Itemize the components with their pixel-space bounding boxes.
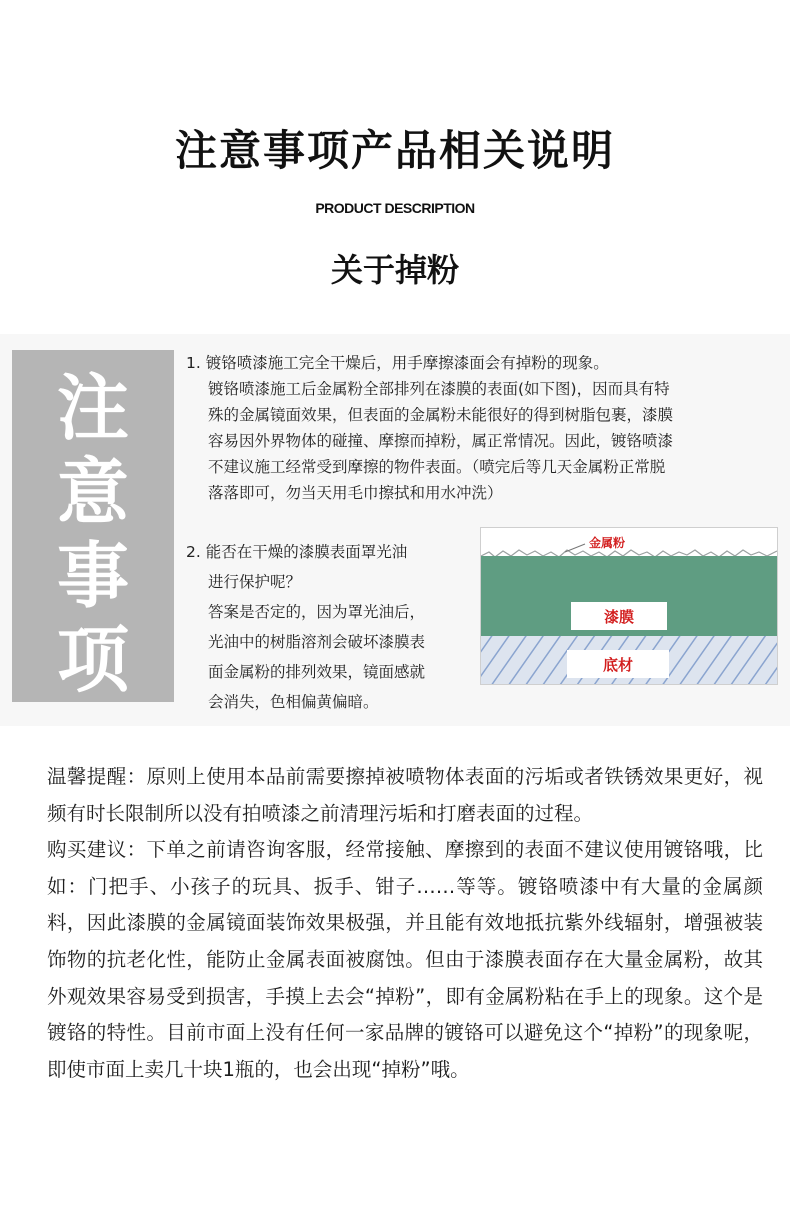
paint-film-label: 漆膜: [603, 608, 635, 626]
side-char: 意: [56, 450, 129, 534]
notice-line: 面金属粉的排列效果，镜面感就: [208, 663, 426, 681]
notice-line: 落落即可，勿当天用毛巾擦拭和用水冲洗）: [208, 484, 503, 502]
notice-item-heading: 2. 能否在干燥的漆膜表面罩光油: [186, 543, 408, 561]
notice-line: 殊的金属镜面效果，但表面的金属粉未能很好的得到树脂包裹，漆膜: [208, 406, 674, 424]
notice-line: 进行保护呢？: [208, 573, 302, 591]
page-title: 注意事项产品相关说明: [174, 126, 615, 175]
notice-line: 会消失，色相偏黄偏暗。: [208, 693, 379, 711]
tips-paragraph-advice: 购买建议：下单之前请咨询客服，经常接触、摩擦到的表面不建议使用镀铬哦，比如：门把手、小孩子的玩具、扳手、钳子……等等。镀铬喷漆中有大量的金属颜料，因此漆膜的金属镜面装饰效果极强，并且能有效地抵抗紫外线辐射，增强被装饰物的抗老化性，能防止金属表面被腐蚀。但由于漆膜表面存在大量金属粉，故其外观效果容易受到损害，手摸上去会“掉粉”，即有金属粉粘在手上的现象。这个是镀铬的特性。目前市面上没有任何一家品牌的镀铬可以避免这个“掉粉”的现象呢，即使市面上卖几十块1瓶的，也会出现“掉粉”哦。: [47, 838, 763, 1081]
side-char: 项: [56, 618, 129, 702]
metal-powder-label: 金属粉: [589, 536, 626, 550]
section-title: 关于掉粉: [330, 251, 459, 289]
tips-paragraph-reminder: 温馨提醒：原则上使用本品前需要擦掉被喷物体表面的污垢或者铁锈效果更好，视频有时长限制所以没有拍喷漆之前清理污垢和打磨表面的过程。: [47, 765, 763, 825]
notice-item-2: [186, 537, 476, 717]
tips-section: [47, 759, 763, 1088]
substrate-label: 底材: [602, 656, 634, 674]
notice-item-1: [186, 350, 776, 506]
side-char: 注: [56, 366, 129, 450]
notice-side-banner: [12, 350, 174, 702]
layer-diagram-svg: [481, 528, 777, 684]
notice-item-heading: 1. 镀铬喷漆施工完全干燥后，用手摩擦漆面会有掉粉的现象。: [186, 354, 609, 372]
side-char: 事: [56, 534, 129, 618]
page-subtitle: PRODUCT DESCRIPTION: [315, 200, 475, 216]
notice-line: 光油中的树脂溶剂会破坏漆膜表: [208, 633, 426, 651]
notice-line: 不建议施工经常受到摩擦的物件表面。（喷完后等几天金属粉正常脱: [208, 458, 666, 476]
layer-diagram: [480, 527, 778, 685]
notice-line: 镀铬喷漆施工后金属粉全部排列在漆膜的表面(如下图)，因而具有特: [208, 380, 670, 398]
notice-line: 容易因外界物体的碰撞、摩擦而掉粉，属正常情况。因此，镀铬喷漆: [208, 432, 674, 450]
notice-line: 答案是否定的，因为罩光油后，: [208, 603, 426, 621]
